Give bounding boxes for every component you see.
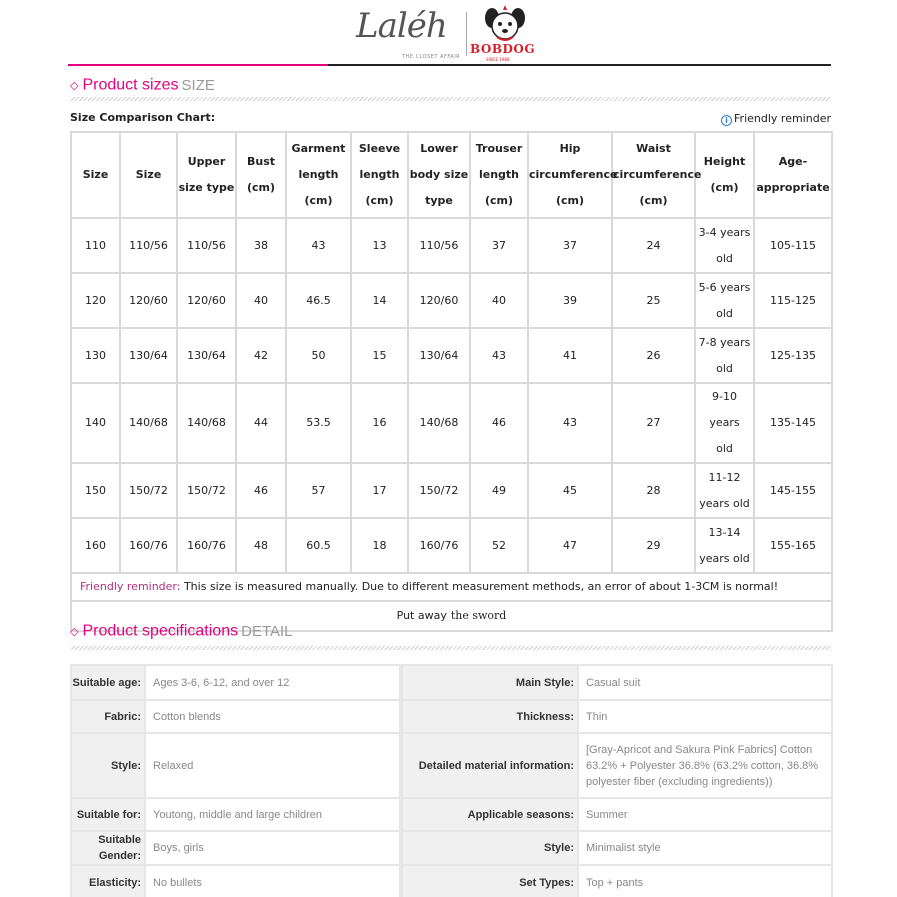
section-divider — [70, 97, 831, 101]
diamond-icon: ◇ — [70, 79, 79, 92]
cell-text: 130/64 — [187, 348, 226, 362]
cell-text: 50 — [311, 348, 326, 362]
column-header — [351, 132, 408, 218]
cell-text: body size — [409, 168, 469, 181]
column-header — [120, 132, 177, 218]
cell-text: 40 — [254, 293, 268, 307]
cell-text: 3-4 years — [698, 225, 751, 239]
cell-text: 130/64 — [129, 348, 168, 362]
table-cell — [236, 218, 286, 273]
table-cell — [351, 463, 408, 518]
friendly-reminder-link[interactable] — [721, 112, 831, 126]
cell-text: Waist — [636, 142, 671, 155]
table-row — [71, 463, 832, 518]
cell-text: length (cm) — [298, 168, 339, 207]
cell-text: size type — [178, 181, 235, 194]
cell-text: 7-8 years — [698, 335, 751, 349]
spec-key: Style: — [402, 831, 578, 865]
cell-text: 155-165 — [770, 538, 816, 552]
spec-key: Thickness: — [402, 700, 578, 733]
specs-section-title — [70, 621, 293, 645]
table-cell — [754, 218, 832, 273]
cell-text: 45 — [563, 483, 577, 497]
spec-key: Elasticity: — [71, 865, 145, 897]
table-cell — [470, 518, 528, 573]
table-cell — [470, 218, 528, 273]
cell-text: old — [716, 251, 733, 265]
table-cell — [612, 518, 695, 573]
brand-header — [0, 0, 897, 66]
cell-text: Bust — [246, 155, 276, 168]
cell-text: 130/64 — [419, 348, 459, 362]
table-cell — [236, 463, 286, 518]
table-cell — [528, 383, 612, 463]
table-cell — [351, 328, 408, 383]
table-cell — [528, 328, 612, 383]
table-cell — [408, 518, 470, 573]
table-cell — [695, 383, 754, 463]
cell-text: 150/72 — [129, 483, 168, 497]
spec-key: Applicable seasons: — [402, 798, 578, 831]
table-cell — [71, 273, 120, 328]
cell-text: Size — [135, 168, 162, 181]
table-cell — [695, 518, 754, 573]
spec-key: Suitable age: — [71, 665, 145, 700]
cell-text: 140/68 — [419, 416, 459, 429]
info-icon: i — [721, 115, 732, 126]
cell-text: 53.5 — [306, 416, 331, 429]
table-cell — [754, 273, 832, 328]
cell-text: Height — [703, 155, 746, 168]
spec-value: Top + pants — [578, 865, 832, 897]
spec-value: Youtong, middle and large children — [145, 798, 400, 831]
friendly-reminder-label: Friendly reminder — [734, 112, 831, 125]
column-header — [754, 132, 832, 218]
spec-value: Summer — [578, 798, 832, 831]
laleh-wordmark: Laléh — [356, 6, 447, 46]
cell-text: length — [478, 168, 520, 181]
cell-text: Hip — [559, 142, 581, 155]
spec-row — [71, 700, 832, 733]
cell-text: 11-12 — [708, 470, 741, 484]
cell-text: 150 — [85, 483, 106, 497]
cell-text: 44 — [254, 416, 268, 429]
cell-text: 47 — [563, 538, 577, 552]
table-cell — [286, 463, 351, 518]
bobdog-since: SINCE 1988 — [486, 57, 510, 62]
table-cell — [408, 273, 470, 328]
table-cell — [408, 328, 470, 383]
cell-text: 110/56 — [419, 238, 459, 252]
table-cell — [528, 463, 612, 518]
note-text: This size is measured manually. Due to different measurement methods, an error of about 1-3CM is normal! — [180, 580, 779, 593]
table-cell — [351, 518, 408, 573]
note-label: Friendly reminder: — [80, 580, 181, 593]
column-header — [695, 132, 754, 218]
cell-text: (cm) — [484, 194, 514, 207]
cell-text: 160/76 — [419, 538, 459, 552]
cell-text: (cm) — [639, 194, 668, 207]
cell-text: 140/68 — [187, 416, 226, 429]
cell-text: 38 — [254, 238, 268, 252]
table-cell — [177, 383, 236, 463]
cell-text: 110/56 — [187, 238, 226, 252]
column-header — [71, 132, 120, 218]
table-cell — [754, 518, 832, 573]
cell-text: 150/72 — [419, 483, 459, 497]
cell-text: years old — [699, 496, 750, 510]
cell-text: years old — [699, 551, 750, 565]
cell-text: 52 — [492, 538, 506, 552]
cell-text: length — [359, 168, 400, 181]
cell-text: circumference — [529, 168, 618, 181]
cell-text: old — [716, 306, 733, 320]
table-cell — [120, 383, 177, 463]
table-cell — [408, 218, 470, 273]
table-cell — [120, 328, 177, 383]
table-cell — [470, 463, 528, 518]
table-cell — [612, 328, 695, 383]
cell-text: (cm) — [365, 194, 394, 207]
spec-row — [71, 831, 832, 865]
bobdog-logo — [470, 4, 540, 64]
spec-value: Ages 3-6, 6-12, and over 12 — [145, 665, 400, 700]
table-cell — [754, 383, 832, 463]
table-cell — [408, 463, 470, 518]
spec-value: Thin — [578, 700, 832, 733]
table-cell — [612, 463, 695, 518]
cell-text: 120 — [85, 293, 106, 307]
table-cell — [612, 383, 695, 463]
table-cell — [695, 218, 754, 273]
cell-text: 27 — [646, 416, 661, 429]
cell-text: 26 — [646, 348, 661, 362]
bobdog-mascot-icon — [470, 4, 540, 44]
table-cell — [71, 328, 120, 383]
spec-value: Cotton blends — [145, 700, 400, 733]
size-comparison-table — [70, 131, 833, 632]
table-cell — [470, 383, 528, 463]
note-row — [71, 573, 832, 601]
table-cell — [120, 273, 177, 328]
spec-row — [71, 865, 832, 897]
table-row — [71, 218, 832, 273]
cell-text: old — [716, 442, 733, 455]
column-header — [470, 132, 528, 218]
putaway-b: the sword — [450, 609, 507, 622]
cell-text: 160/76 — [129, 538, 168, 552]
cell-text: Sleeve — [358, 142, 401, 155]
cell-text: 39 — [563, 293, 577, 307]
cell-text: circumference — [613, 168, 702, 181]
table-cell — [286, 383, 351, 463]
header-accent-line — [68, 64, 328, 66]
product-specs-table — [70, 664, 833, 897]
column-header — [612, 132, 702, 218]
table-cell — [695, 328, 754, 383]
table-cell — [612, 273, 695, 328]
size-chart-label: Size Comparison Chart: — [70, 111, 216, 124]
table-cell — [470, 273, 528, 328]
column-header — [286, 132, 351, 218]
cell-text: 57 — [311, 483, 326, 497]
table-cell — [695, 463, 754, 518]
spec-value: Casual suit — [578, 665, 832, 700]
spec-value: [Gray-Apricot and Sakura Pink Fabrics] Cotton 63.2% + Polyester 36.8% (63.2% cotton, 36.8% polyester fiber (excluding ingredients)) — [578, 733, 832, 798]
putaway-a: Put away — [396, 609, 447, 622]
table-cell — [351, 218, 408, 273]
cell-text: 140 — [85, 416, 106, 429]
cell-text: 140/68 — [129, 416, 168, 429]
table-cell — [754, 463, 832, 518]
cell-text: 120/60 — [419, 293, 459, 307]
cell-text: 18 — [372, 538, 387, 552]
spec-row — [71, 798, 832, 831]
cell-text: 29 — [646, 538, 661, 552]
spec-value: Relaxed — [145, 733, 400, 798]
table-cell — [236, 328, 286, 383]
cell-text: 160 — [85, 538, 106, 552]
table-row — [71, 328, 832, 383]
spec-key: Fabric: — [71, 700, 145, 733]
cell-text: Size — [82, 168, 109, 181]
cell-text: 15 — [372, 348, 387, 362]
table-cell — [408, 383, 470, 463]
section-divider — [70, 646, 831, 650]
cell-text: 49 — [492, 483, 506, 497]
cell-text: appropriate — [756, 181, 830, 194]
cell-text: 37 — [492, 238, 506, 252]
cell-text: 130 — [85, 348, 106, 362]
logo-divider — [466, 12, 467, 56]
cell-text: Lower — [420, 142, 458, 155]
cell-text: 13-14 — [708, 525, 741, 539]
cell-text: (cm) — [710, 181, 739, 194]
cell-text: Garment — [291, 142, 346, 155]
cell-text: 110/56 — [129, 238, 168, 252]
sizes-title: Product sizes — [82, 76, 179, 94]
laleh-tagline: THE CLOSET AFFAIR — [402, 54, 461, 60]
table-cell — [612, 218, 695, 273]
cell-text: 42 — [254, 348, 268, 362]
table-header-row — [71, 132, 832, 218]
cell-text: 43 — [311, 238, 326, 252]
cell-text: 16 — [372, 416, 387, 429]
spec-row — [71, 733, 832, 798]
cell-text: 46 — [492, 416, 506, 429]
table-cell — [351, 383, 408, 463]
table-cell — [71, 383, 120, 463]
table-cell — [286, 273, 351, 328]
table-cell — [351, 273, 408, 328]
spec-key: Suitable for: — [71, 798, 145, 831]
table-cell — [120, 463, 177, 518]
cell-text: Age- — [778, 155, 808, 168]
cell-text: 9-10 years — [709, 390, 740, 429]
table-cell — [71, 463, 120, 518]
cell-text: 110 — [85, 238, 106, 252]
column-header — [528, 132, 618, 218]
cell-text: 37 — [563, 238, 577, 252]
specs-subtitle: DETAIL — [241, 623, 293, 640]
table-cell — [120, 218, 177, 273]
table-cell — [177, 518, 236, 573]
cell-text: 48 — [254, 538, 268, 552]
spec-value: Boys, girls — [145, 831, 400, 865]
table-cell — [236, 518, 286, 573]
cell-text: 46 — [254, 483, 268, 497]
column-header — [177, 132, 236, 218]
table-cell — [286, 328, 351, 383]
cell-text: 43 — [563, 416, 577, 429]
cell-text: (cm) — [555, 194, 585, 207]
spec-key: Suitable Gender: — [71, 831, 145, 865]
table-cell — [236, 383, 286, 463]
table-cell — [528, 518, 612, 573]
table-cell — [754, 328, 832, 383]
cell-text: type — [425, 194, 453, 207]
cell-text: 41 — [563, 348, 577, 362]
cell-text: (cm) — [246, 181, 276, 194]
table-cell — [71, 518, 120, 573]
spec-value: No bullets — [145, 865, 400, 897]
spec-row — [71, 665, 832, 700]
cell-text: 24 — [646, 238, 661, 252]
cell-text: 28 — [646, 483, 661, 497]
sizes-subtitle: SIZE — [181, 77, 215, 94]
cell-text: 17 — [372, 483, 387, 497]
table-cell — [236, 273, 286, 328]
bobdog-wordmark: BOBDOG — [470, 42, 536, 56]
cell-text: 40 — [492, 293, 506, 307]
table-cell — [177, 218, 236, 273]
diamond-icon: ◇ — [70, 625, 79, 638]
table-cell — [470, 328, 528, 383]
cell-text: 105-115 — [770, 238, 816, 252]
cell-text: 5-6 years — [698, 280, 751, 294]
spec-key: Detailed material information: — [402, 733, 578, 798]
table-row — [71, 273, 832, 328]
spec-key: Main Style: — [402, 665, 578, 700]
cell-text: 43 — [492, 348, 506, 362]
cell-text: 25 — [646, 293, 661, 307]
measurement-note — [71, 573, 832, 601]
cell-text: 14 — [372, 293, 387, 307]
cell-text: 160/76 — [187, 538, 226, 552]
table-cell — [177, 328, 236, 383]
cell-text: 145-155 — [770, 483, 816, 497]
column-header — [236, 132, 286, 218]
table-cell — [528, 218, 612, 273]
table-cell — [286, 518, 351, 573]
table-row — [71, 383, 832, 463]
cell-text: Upper — [187, 155, 226, 168]
cell-text: 115-125 — [770, 293, 816, 307]
cell-text: 135-145 — [770, 416, 816, 429]
cell-text: old — [716, 361, 733, 375]
cell-text: 13 — [372, 238, 387, 252]
table-cell — [71, 218, 120, 273]
cell-text: 120/60 — [129, 293, 168, 307]
sizes-section-title — [70, 75, 215, 99]
table-cell — [286, 218, 351, 273]
cell-text: 46.5 — [306, 293, 331, 307]
cell-text: 60.5 — [306, 538, 331, 552]
spec-value: Minimalist style — [578, 831, 832, 865]
table-cell — [177, 463, 236, 518]
specs-title: Product specifications — [82, 622, 239, 640]
table-row — [71, 518, 832, 573]
table-cell — [120, 518, 177, 573]
spec-key: Set Types: — [402, 865, 578, 897]
table-cell — [177, 273, 236, 328]
column-header — [408, 132, 470, 218]
table-cell — [528, 273, 612, 328]
spec-key: Style: — [71, 733, 145, 798]
cell-text: 120/60 — [187, 293, 226, 307]
cell-text: 125-135 — [770, 348, 816, 362]
laleh-logo — [356, 2, 466, 62]
cell-text: 150/72 — [187, 483, 226, 497]
table-cell — [695, 273, 754, 328]
cell-text: Trouser — [475, 142, 523, 155]
header-divider-line — [328, 64, 831, 66]
